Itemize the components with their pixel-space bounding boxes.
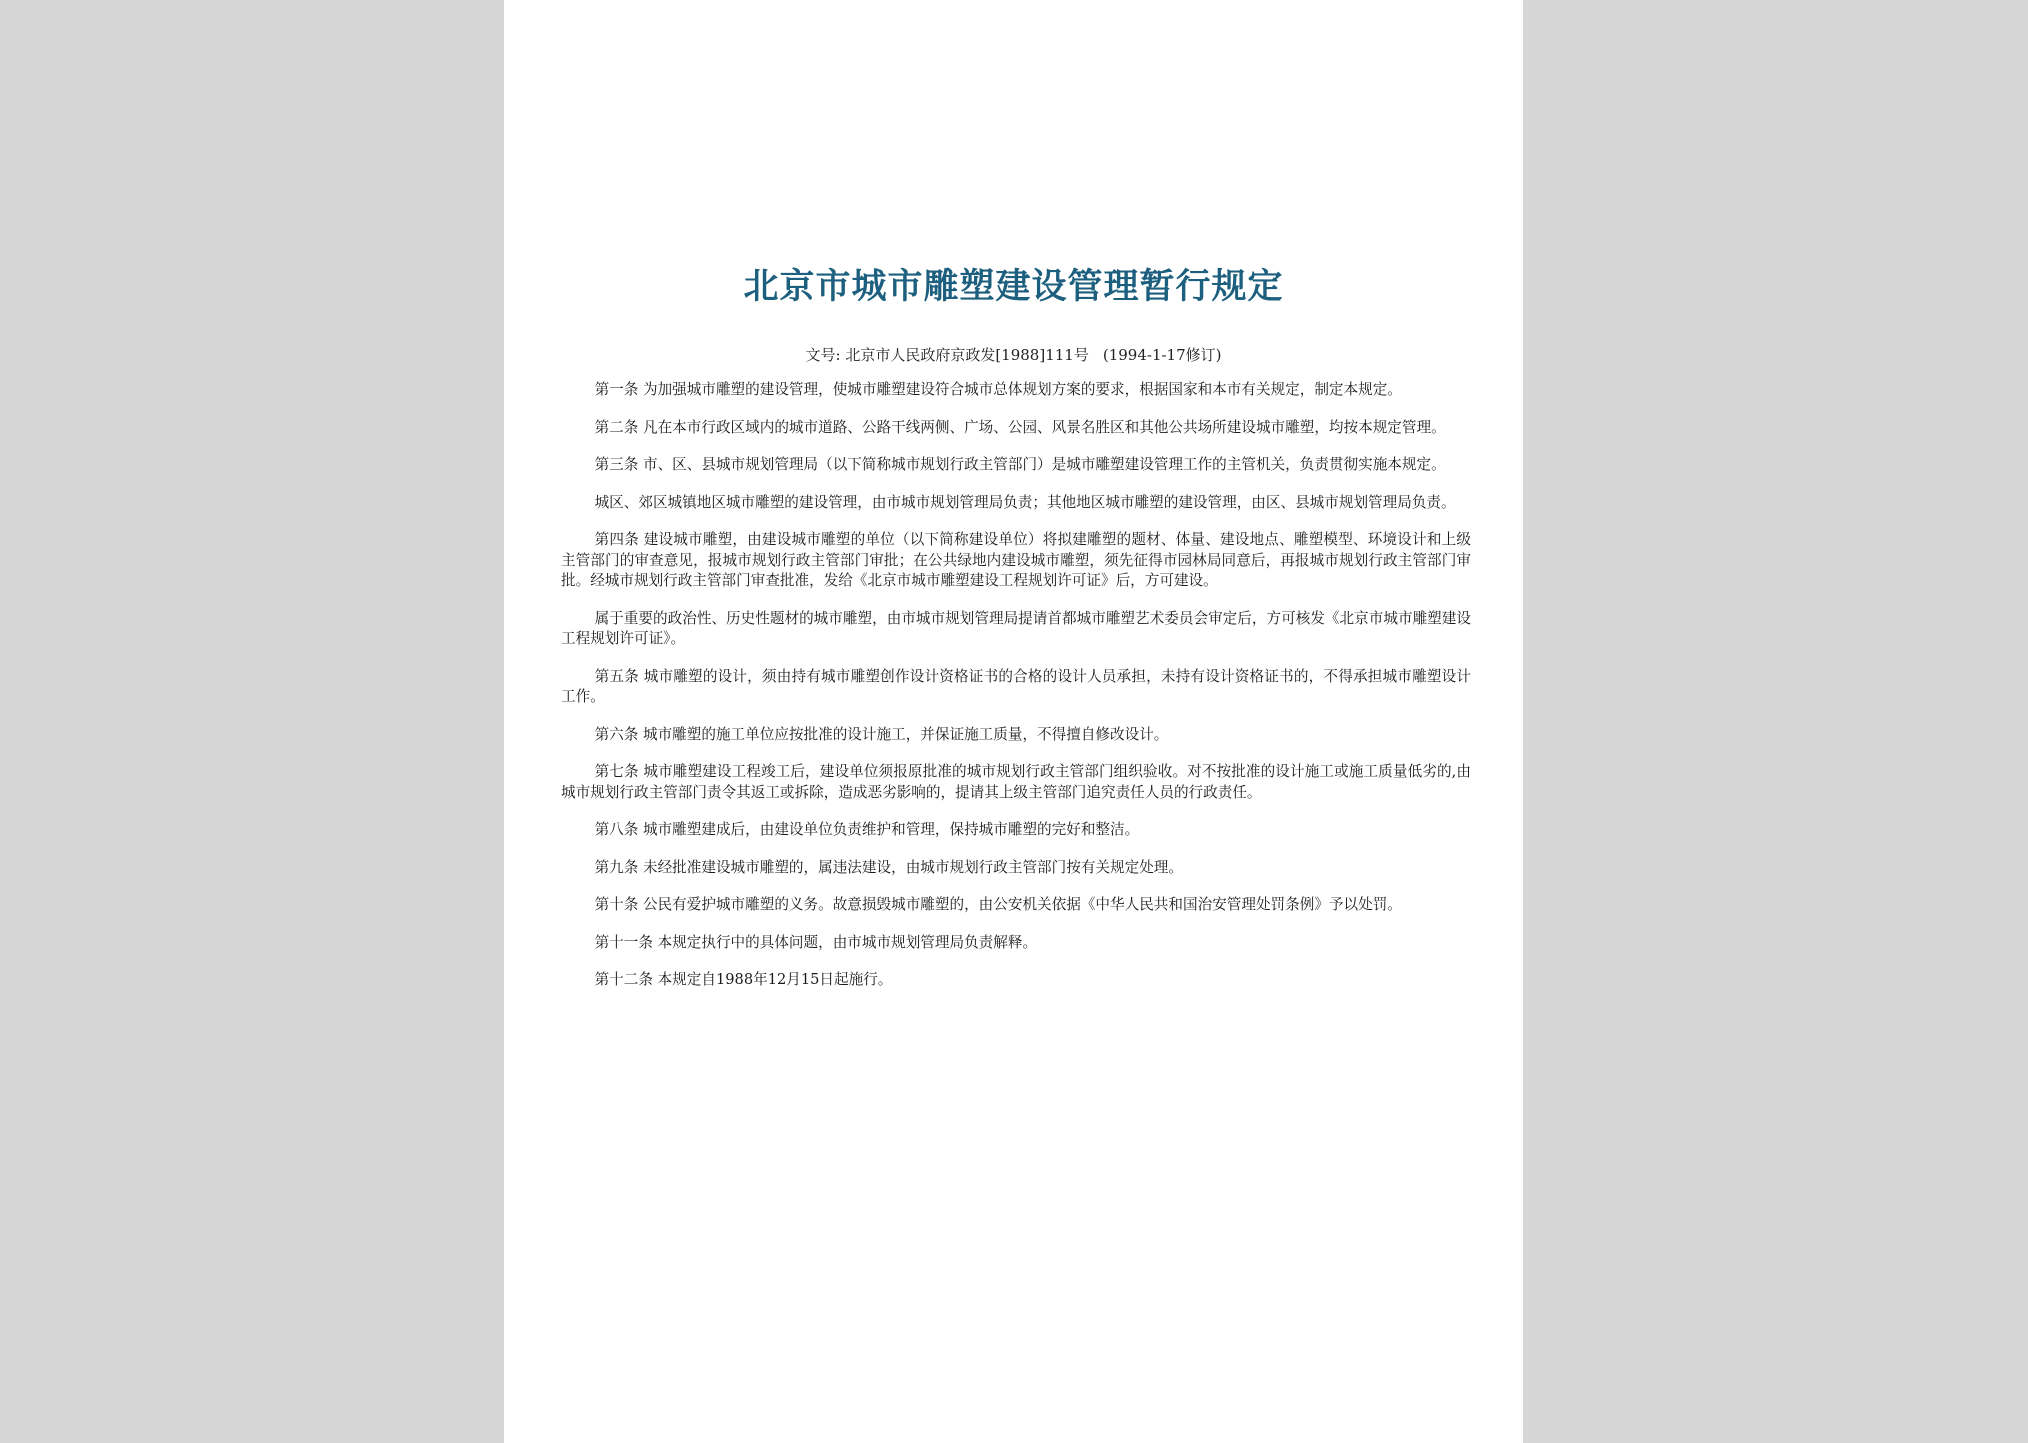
document-title: 北京市城市雕塑建设管理暂行规定 (743, 266, 1284, 307)
revision-date: (1994-1-17修订) (1102, 346, 1222, 364)
article-2: 第二条 凡在本市行政区域内的城市道路、公路干线两侧、广场、公园、风景名胜区和其他公共场所建设城市雕塑，均按本规定管理。 (594, 418, 1446, 436)
article-8: 第八条 城市雕塑建成后，由建设单位负责维护和管理，保持城市雕塑的完好和整洁。 (594, 821, 1140, 838)
article-4: 第四条 建设城市雕塑，由建设城市雕塑的单位（以下简称建设单位）将拟建雕塑的题材、体量、建设地点、雕塑模型、环境设计和上级主管部门的审查意见，报城市规划行政主管部门审批；在公共绿地内建设城市雕塑，须先征得市园林局同意后，再报城市规划行政主管部门审批。经城市规划行政主管部门审查批准，发给《北京市城市雕塑建设工程规划许可证》后，方可建设。 (561, 531, 1471, 589)
document-number-line (504, 344, 1523, 366)
article-10: 第十条 公民有爱护城市雕塑的义务。故意损毁城市雕塑的，由公安机关依据《中华人民共和国治安管理处罚条例》予以处罚。 (594, 896, 1402, 913)
article-5: 第五条 城市雕塑的设计，须由持有城市雕塑创作设计资格证书的合格的设计人员承担，未持有设计资格证书的，不得承担城市雕塑设计工作。 (561, 667, 1471, 705)
article-3-paragraph-2: 城区、郊区城镇地区城市雕塑的建设管理，由市城市规划管理局负责；其他地区城市雕塑的建设管理，由区、县城市规划管理局负责。 (594, 493, 1456, 511)
document-body (561, 380, 1471, 1008)
article-11: 第十一条 本规定执行中的具体问题，由市城市规划管理局负责解释。 (594, 933, 1038, 951)
document-page (504, 0, 1523, 1443)
article-12: 第十二条 本规定自1988年12月15日起施行。 (594, 971, 893, 988)
article-3: 第三条 市、区、县城市规划管理局（以下简称城市规划行政主管部门）是城市雕塑建设管理工作的主管机关，负责贯彻实施本规定。 (594, 456, 1446, 473)
article-7: 第七条 城市雕塑建设工程竣工后，建设单位须报原批准的城市规划行政主管部门组织验收。对不按批准的设计施工或施工质量低劣的,由城市规划行政主管部门责令其返工或拆除，造成恶劣影响的，提请其上级主管部门追究责任人员的行政责任。 (561, 763, 1471, 801)
document-number: 文号: 北京市人民政府京政发[1988]111号 (805, 346, 1089, 364)
article-1: 第一条 为加强城市雕塑的建设管理，使城市雕塑建设符合城市总体规划方案的要求，根据国家和本市有关规定，制定本规定。 (594, 381, 1402, 398)
article-4-paragraph-2: 属于重要的政治性、历史性题材的城市雕塑，由市城市规划管理局提请首都城市雕塑艺术委员会审定后，方可核发《北京市城市雕塑建设工程规划许可证》。 (561, 609, 1471, 647)
article-9: 第九条 未经批准建设城市雕塑的，属违法建设，由城市规划行政主管部门按有关规定处理。 (594, 858, 1183, 876)
article-6: 第六条 城市雕塑的施工单位应按批准的设计施工，并保证施工质量，不得擅自修改设计。 (594, 725, 1169, 743)
